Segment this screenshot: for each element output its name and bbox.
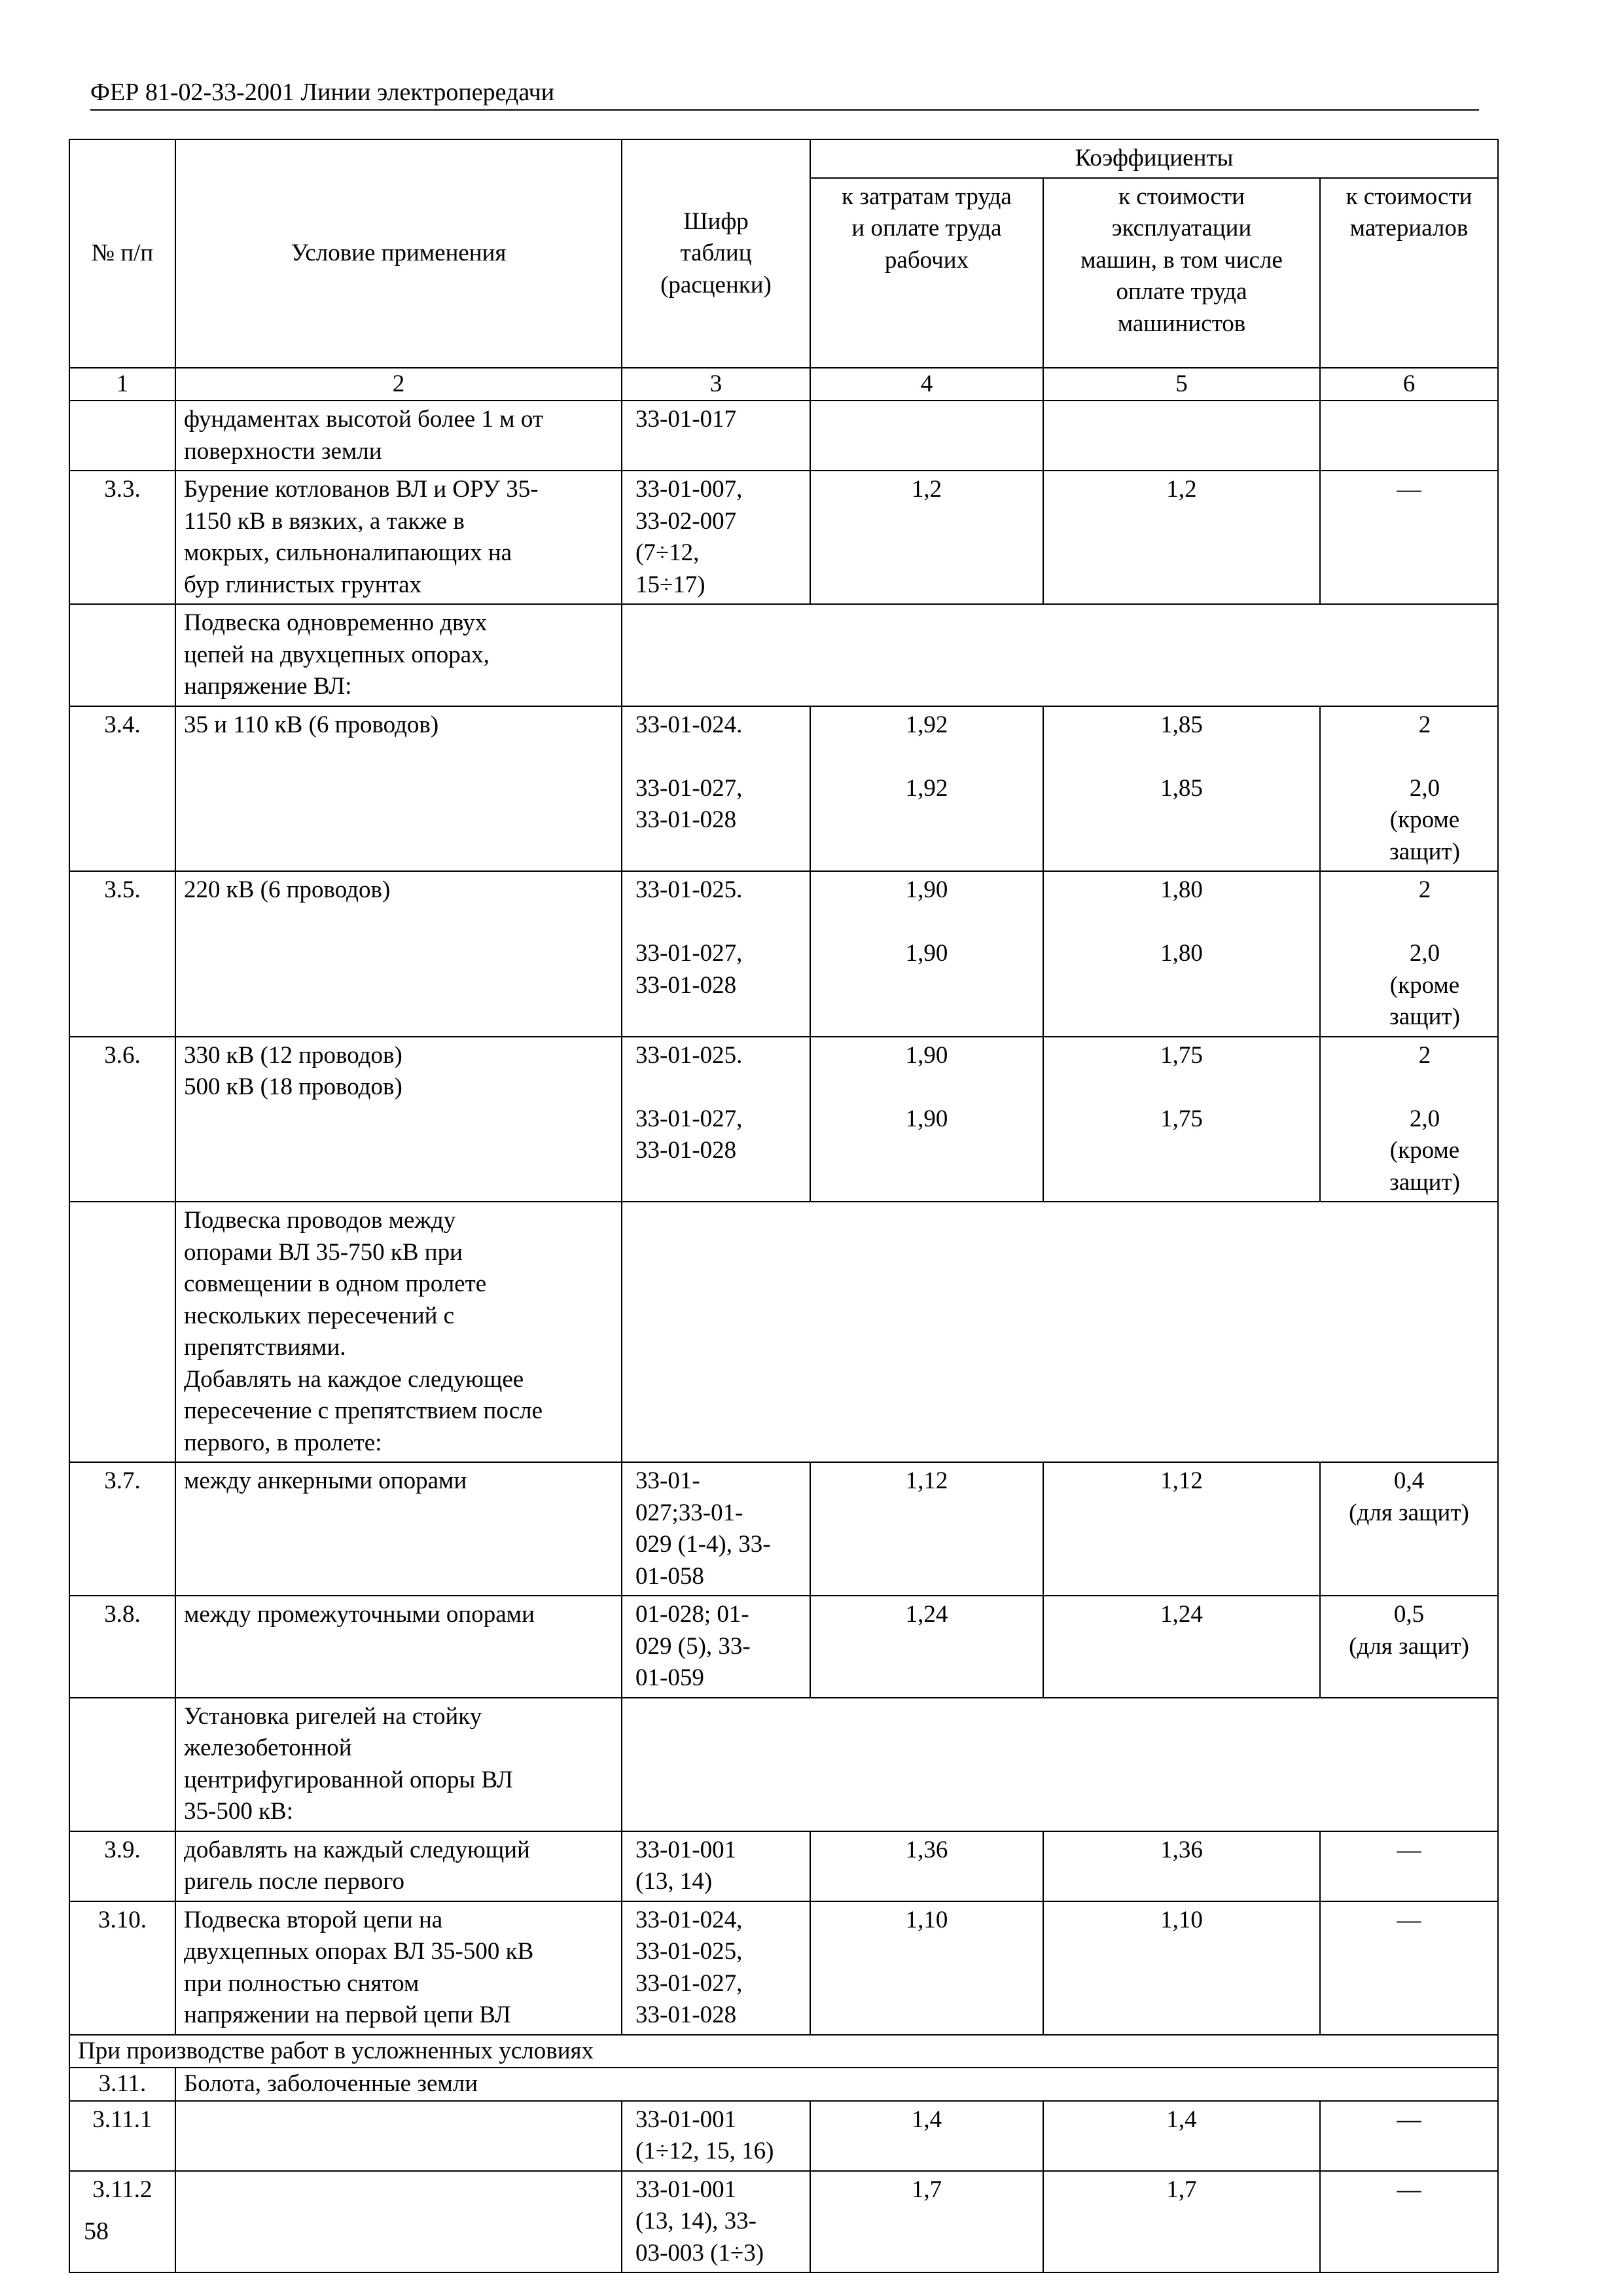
col-number: 5 <box>1043 368 1320 401</box>
row-labor: 1,24 <box>810 1596 1043 1698</box>
row-number <box>69 1202 175 1462</box>
row-code: 33-01-017 <box>622 401 810 471</box>
row-condition: между анкерными опорами <box>175 1462 622 1596</box>
row-number: 3.11. <box>69 2068 175 2101</box>
table-row <box>69 706 1498 872</box>
row-code: 33-01-025. 33-01-027, 33-01-028 <box>622 1037 810 1202</box>
row-machines: 1,12 <box>1043 1462 1320 1596</box>
row-number: 3.9. <box>69 1831 175 1901</box>
table-row <box>69 1462 1498 1596</box>
row-labor: 1,2 <box>810 471 1043 604</box>
row-materials <box>1320 401 1498 471</box>
row-materials: — <box>1320 2101 1498 2171</box>
row-condition: 330 кВ (12 проводов) 500 кВ (18 проводов) <box>175 1037 622 1202</box>
table-row <box>69 2101 1498 2171</box>
row-code: 33-01-007, 33-02-007 (7÷12, 15÷17) <box>622 471 810 604</box>
table-row <box>69 471 1498 604</box>
row-code: 33-01-001 (13, 14) <box>622 1831 810 1901</box>
col-header-no: № п/п <box>69 139 175 368</box>
section-title: При производстве работ в усложненных условиях <box>69 2035 1498 2068</box>
row-materials: 2 2,0 (кроме защит) <box>1320 1037 1498 1202</box>
row-machines: 1,10 <box>1043 1901 1320 2035</box>
header-rule <box>90 109 1479 111</box>
col-number: 6 <box>1320 368 1498 401</box>
col-header-condition: Условие применения <box>175 139 622 368</box>
row-labor: 1,4 <box>810 2101 1043 2171</box>
col-number: 3 <box>622 368 810 401</box>
row-machines: 1,80 1,80 <box>1043 871 1320 1037</box>
table-row <box>69 1698 1498 1831</box>
row-labor: 1,7 <box>810 2171 1043 2273</box>
row-materials: 2 2,0 (кроме защит) <box>1320 706 1498 872</box>
col-header-machines: к стоимости эксплуатации машин, в том числе оплате труда машинистов <box>1043 178 1320 368</box>
row-machines: 1,36 <box>1043 1831 1320 1901</box>
row-number <box>69 401 175 471</box>
row-condition: Болота, заболоченные земли <box>175 2068 1498 2101</box>
row-code: 01-028; 01- 029 (5), 33- 01-059 <box>622 1596 810 1698</box>
document-header: ФЕР 81-02-33-2001 Линии электропередачи <box>90 79 555 106</box>
row-number <box>69 604 175 706</box>
row-materials: — <box>1320 2171 1498 2273</box>
row-empty-span <box>622 1202 1498 1462</box>
col-number: 4 <box>810 368 1043 401</box>
row-code: 33-01-024. 33-01-027, 33-01-028 <box>622 706 810 872</box>
row-condition: Подвеска одновременно двух цепей на двухцепных опорах, напряжение ВЛ: <box>175 604 622 706</box>
row-condition: Бурение котлованов ВЛ и ОРУ 35- 1150 кВ в вязких, а также в мокрых, сильноналипающих на бур глинистых грунтах <box>175 471 622 604</box>
row-labor: 1,36 <box>810 1831 1043 1901</box>
row-number <box>69 1698 175 1831</box>
row-machines <box>1043 401 1320 471</box>
table-row <box>69 401 1498 471</box>
page-number: 58 <box>84 2217 109 2245</box>
row-machines: 1,4 <box>1043 2101 1320 2171</box>
row-machines: 1,7 <box>1043 2171 1320 2273</box>
row-condition: добавлять на каждый следующий ригель после первого <box>175 1831 622 1901</box>
table-row <box>69 1202 1498 1462</box>
section-row <box>69 2035 1498 2068</box>
row-number: 3.7. <box>69 1462 175 1596</box>
col-number: 1 <box>69 368 175 401</box>
row-labor: 1,12 <box>810 1462 1043 1596</box>
row-materials: 2 2,0 (кроме защит) <box>1320 871 1498 1037</box>
row-empty-span <box>622 1698 1498 1831</box>
row-number: 3.8. <box>69 1596 175 1698</box>
row-condition <box>175 2171 622 2273</box>
row-labor: 1,10 <box>810 1901 1043 2035</box>
row-labor <box>810 401 1043 471</box>
table-row <box>69 1901 1498 2035</box>
row-condition: фундаментах высотой более 1 м от поверхности земли <box>175 401 622 471</box>
row-condition <box>175 2101 622 2171</box>
table-row <box>69 1596 1498 1698</box>
row-number: 3.4. <box>69 706 175 872</box>
row-machines: 1,24 <box>1043 1596 1320 1698</box>
table-row <box>69 2068 1498 2101</box>
row-labor: 1,92 1,92 <box>810 706 1043 872</box>
row-condition: 35 и 110 кВ (6 проводов) <box>175 706 622 872</box>
coefficients-table <box>69 139 1499 2273</box>
row-machines: 1,2 <box>1043 471 1320 604</box>
row-number: 3.3. <box>69 471 175 604</box>
row-code: 33-01- 027;33-01- 029 (1-4), 33- 01-058 <box>622 1462 810 1596</box>
row-materials: — <box>1320 471 1498 604</box>
table-row <box>69 871 1498 1037</box>
table-row <box>69 1037 1498 1202</box>
row-condition: между промежуточными опорами <box>175 1596 622 1698</box>
row-machines: 1,85 1,85 <box>1043 706 1320 872</box>
row-code: 33-01-001 (1÷12, 15, 16) <box>622 2101 810 2171</box>
col-header-code: Шифр таблиц (расценки) <box>622 139 810 368</box>
row-empty-span <box>622 604 1498 706</box>
row-condition: Подвеска проводов между опорами ВЛ 35-750 кВ при совмещении в одном пролете нескольких пересечений с препятствиями. Добавлять на каждое следующее пересечение с препятствием после первого, в пролете: <box>175 1202 622 1462</box>
row-condition: Установка ригелей на стойку железобетонной центрифугированной опоры ВЛ 35-500 кВ: <box>175 1698 622 1831</box>
row-materials: — <box>1320 1901 1498 2035</box>
table-row <box>69 604 1498 706</box>
row-code: 33-01-024, 33-01-025, 33-01-027, 33-01-028 <box>622 1901 810 2035</box>
row-number: 3.6. <box>69 1037 175 1202</box>
col-header-coefficients: Коэффициенты <box>810 139 1498 178</box>
row-number: 3.11.1 <box>69 2101 175 2171</box>
col-header-labor: к затратам труда и оплате труда рабочих <box>810 178 1043 368</box>
row-labor: 1,90 1,90 <box>810 1037 1043 1202</box>
row-number: 3.11.2 <box>69 2171 175 2273</box>
row-condition: 220 кВ (6 проводов) <box>175 871 622 1037</box>
table-row <box>69 1831 1498 1901</box>
row-materials: — <box>1320 1831 1498 1901</box>
row-materials: 0,5 (для защит) <box>1320 1596 1498 1698</box>
row-machines: 1,75 1,75 <box>1043 1037 1320 1202</box>
row-materials: 0,4 (для защит) <box>1320 1462 1498 1596</box>
row-code: 33-01-025. 33-01-027, 33-01-028 <box>622 871 810 1037</box>
row-labor: 1,90 1,90 <box>810 871 1043 1037</box>
row-code: 33-01-001 (13, 14), 33- 03-003 (1÷3) <box>622 2171 810 2273</box>
row-number: 3.5. <box>69 871 175 1037</box>
col-number: 2 <box>175 368 622 401</box>
table-row <box>69 2171 1498 2273</box>
row-number: 3.10. <box>69 1901 175 2035</box>
row-condition: Подвеска второй цепи на двухцепных опорах ВЛ 35-500 кВ при полностью снятом напряжении на первой цепи ВЛ <box>175 1901 622 2035</box>
col-header-materials: к стоимости материалов <box>1320 178 1498 368</box>
